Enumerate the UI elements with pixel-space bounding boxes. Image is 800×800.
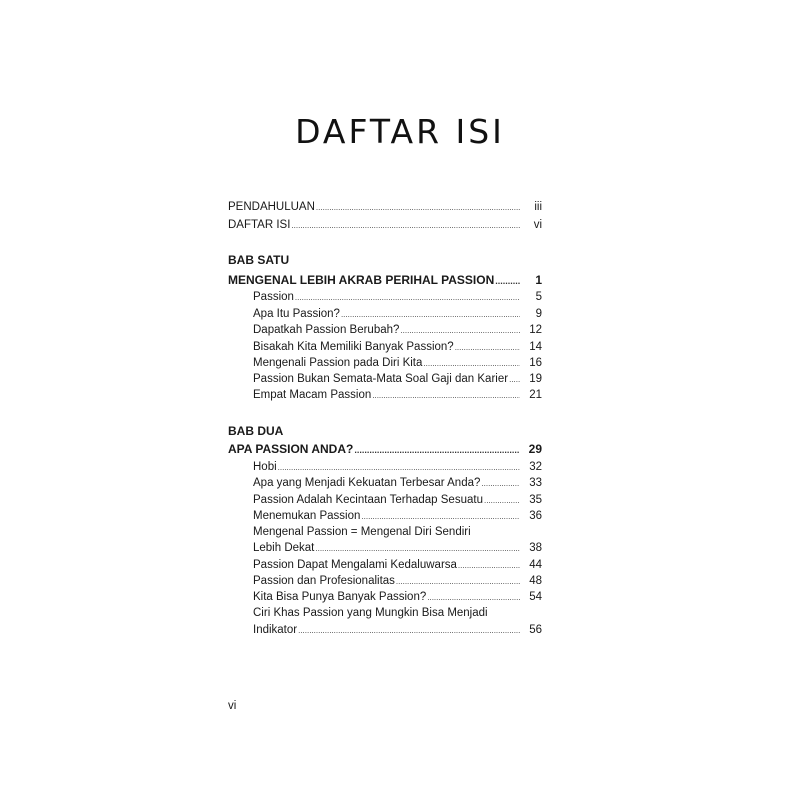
toc-entry[interactable]: [253, 540, 542, 556]
dot-leader: [396, 573, 520, 590]
dot-leader: [423, 355, 520, 372]
dot-leader: [278, 459, 520, 476]
dot-leader: [315, 540, 520, 557]
dot-leader: [509, 371, 520, 388]
toc-page-number: iii: [534, 201, 542, 213]
toc-entry[interactable]: [253, 557, 542, 573]
toc-entry[interactable]: [253, 306, 542, 322]
toc-entry-pendahuluan[interactable]: [228, 199, 542, 215]
toc-entry[interactable]: [253, 289, 542, 305]
dot-leader: [495, 272, 520, 289]
dot-leader: [354, 441, 520, 458]
toc-entry-text: Passion: [253, 291, 294, 303]
toc-page-number: 35: [529, 494, 542, 506]
toc-entry-text: Apa Itu Passion?: [253, 308, 340, 320]
toc-entry-text: Menemukan Passion: [253, 510, 361, 522]
toc-page-number: 36: [529, 510, 542, 522]
dot-leader: [316, 199, 520, 216]
chapter-label: BAB DUA: [228, 424, 284, 438]
toc-entry[interactable]: [253, 475, 542, 491]
page-title: DAFTAR ISI: [295, 112, 505, 151]
dot-leader: [427, 589, 520, 606]
toc-entry[interactable]: [253, 322, 542, 338]
chapter-heading: MENGENAL LEBIH AKRAB PERIHAL PASSION: [228, 273, 495, 287]
chapter-heading-entry[interactable]: [228, 272, 542, 288]
dot-leader: [291, 217, 520, 234]
toc-page-number: 21: [529, 389, 542, 401]
toc-page-number: 32: [529, 461, 542, 473]
toc-entry-text: Lebih Dekat: [253, 542, 315, 554]
toc-entry-text-line1: Ciri Khas Passion yang Mungkin Bisa Menjadi: [253, 607, 488, 619]
chapter-label: BAB SATU: [228, 253, 290, 267]
toc-entry[interactable]: [253, 573, 542, 589]
chapter-heading: APA PASSION ANDA?: [228, 442, 354, 456]
dot-leader: [341, 306, 520, 323]
toc-entry[interactable]: [253, 339, 542, 355]
toc-entry-text: Passion Adalah Kecintaan Terhadap Sesuatu: [253, 494, 483, 506]
toc-entry-text: Indikator: [253, 624, 298, 636]
toc-entry-daftar-isi[interactable]: [228, 217, 542, 233]
dot-leader: [295, 289, 520, 306]
dot-leader: [484, 492, 520, 509]
toc-entry-text-line1: Mengenal Passion = Mengenal Diri Sendiri: [253, 526, 471, 538]
toc-page-number: 56: [529, 624, 542, 636]
toc-entry-text: Hobi: [253, 461, 277, 473]
dot-leader: [458, 557, 520, 574]
toc-entry-text: Passion Bukan Semata-Mata Soal Gaji dan Karier: [253, 373, 509, 385]
toc-page-number: 38: [529, 542, 542, 554]
toc-page-number: 44: [529, 559, 542, 571]
dot-leader: [455, 339, 520, 356]
toc-page-number: 48: [529, 575, 542, 587]
dot-leader: [361, 508, 520, 525]
toc-entry[interactable]: [253, 355, 542, 371]
toc-entry[interactable]: [253, 589, 542, 605]
page-folio: vi: [228, 700, 237, 712]
toc-entry[interactable]: [253, 508, 542, 524]
dot-leader: [481, 475, 520, 492]
toc-entry-text: Apa yang Menjadi Kekuatan Terbesar Anda?: [253, 477, 481, 489]
toc-page-number: 9: [535, 308, 542, 320]
toc-entry-text: Passion dan Profesionalitas: [253, 575, 395, 587]
toc-entry-text: Mengenali Passion pada Diri Kita: [253, 357, 423, 369]
toc-entry-text: PENDAHULUAN: [228, 201, 315, 213]
toc-entry[interactable]: [253, 459, 542, 475]
toc-entry-text: Kita Bisa Punya Banyak Passion?: [253, 591, 427, 603]
toc-page-number: 5: [535, 291, 542, 303]
toc-page-number: 33: [529, 477, 542, 489]
dot-leader: [372, 387, 520, 404]
toc-entry[interactable]: [253, 492, 542, 508]
toc-page-number: vi: [533, 219, 542, 231]
toc-entry[interactable]: [253, 622, 542, 638]
toc-page-number: 14: [529, 341, 542, 353]
dot-leader: [298, 622, 520, 639]
toc-page-number: 54: [529, 591, 542, 603]
chapter-heading-entry[interactable]: [228, 441, 542, 457]
toc-page-number: 19: [529, 373, 542, 385]
toc-page-number: 1: [535, 273, 542, 287]
toc-page-number: 12: [529, 324, 542, 336]
toc-entry[interactable]: [253, 371, 542, 387]
toc-entry-text: Empat Macam Passion: [253, 389, 372, 401]
toc-entry-text: Dapatkah Passion Berubah?: [253, 324, 400, 336]
dot-leader: [400, 322, 520, 339]
toc-entry-text: Passion Dapat Mengalami Kedaluwarsa: [253, 559, 457, 571]
toc-entry[interactable]: [253, 387, 542, 403]
toc-entry-text: DAFTAR ISI: [228, 219, 291, 231]
toc-page-number: 29: [528, 442, 542, 456]
toc-page-number: 16: [529, 357, 542, 369]
toc-entry-text: Bisakah Kita Memiliki Banyak Passion?: [253, 341, 454, 353]
